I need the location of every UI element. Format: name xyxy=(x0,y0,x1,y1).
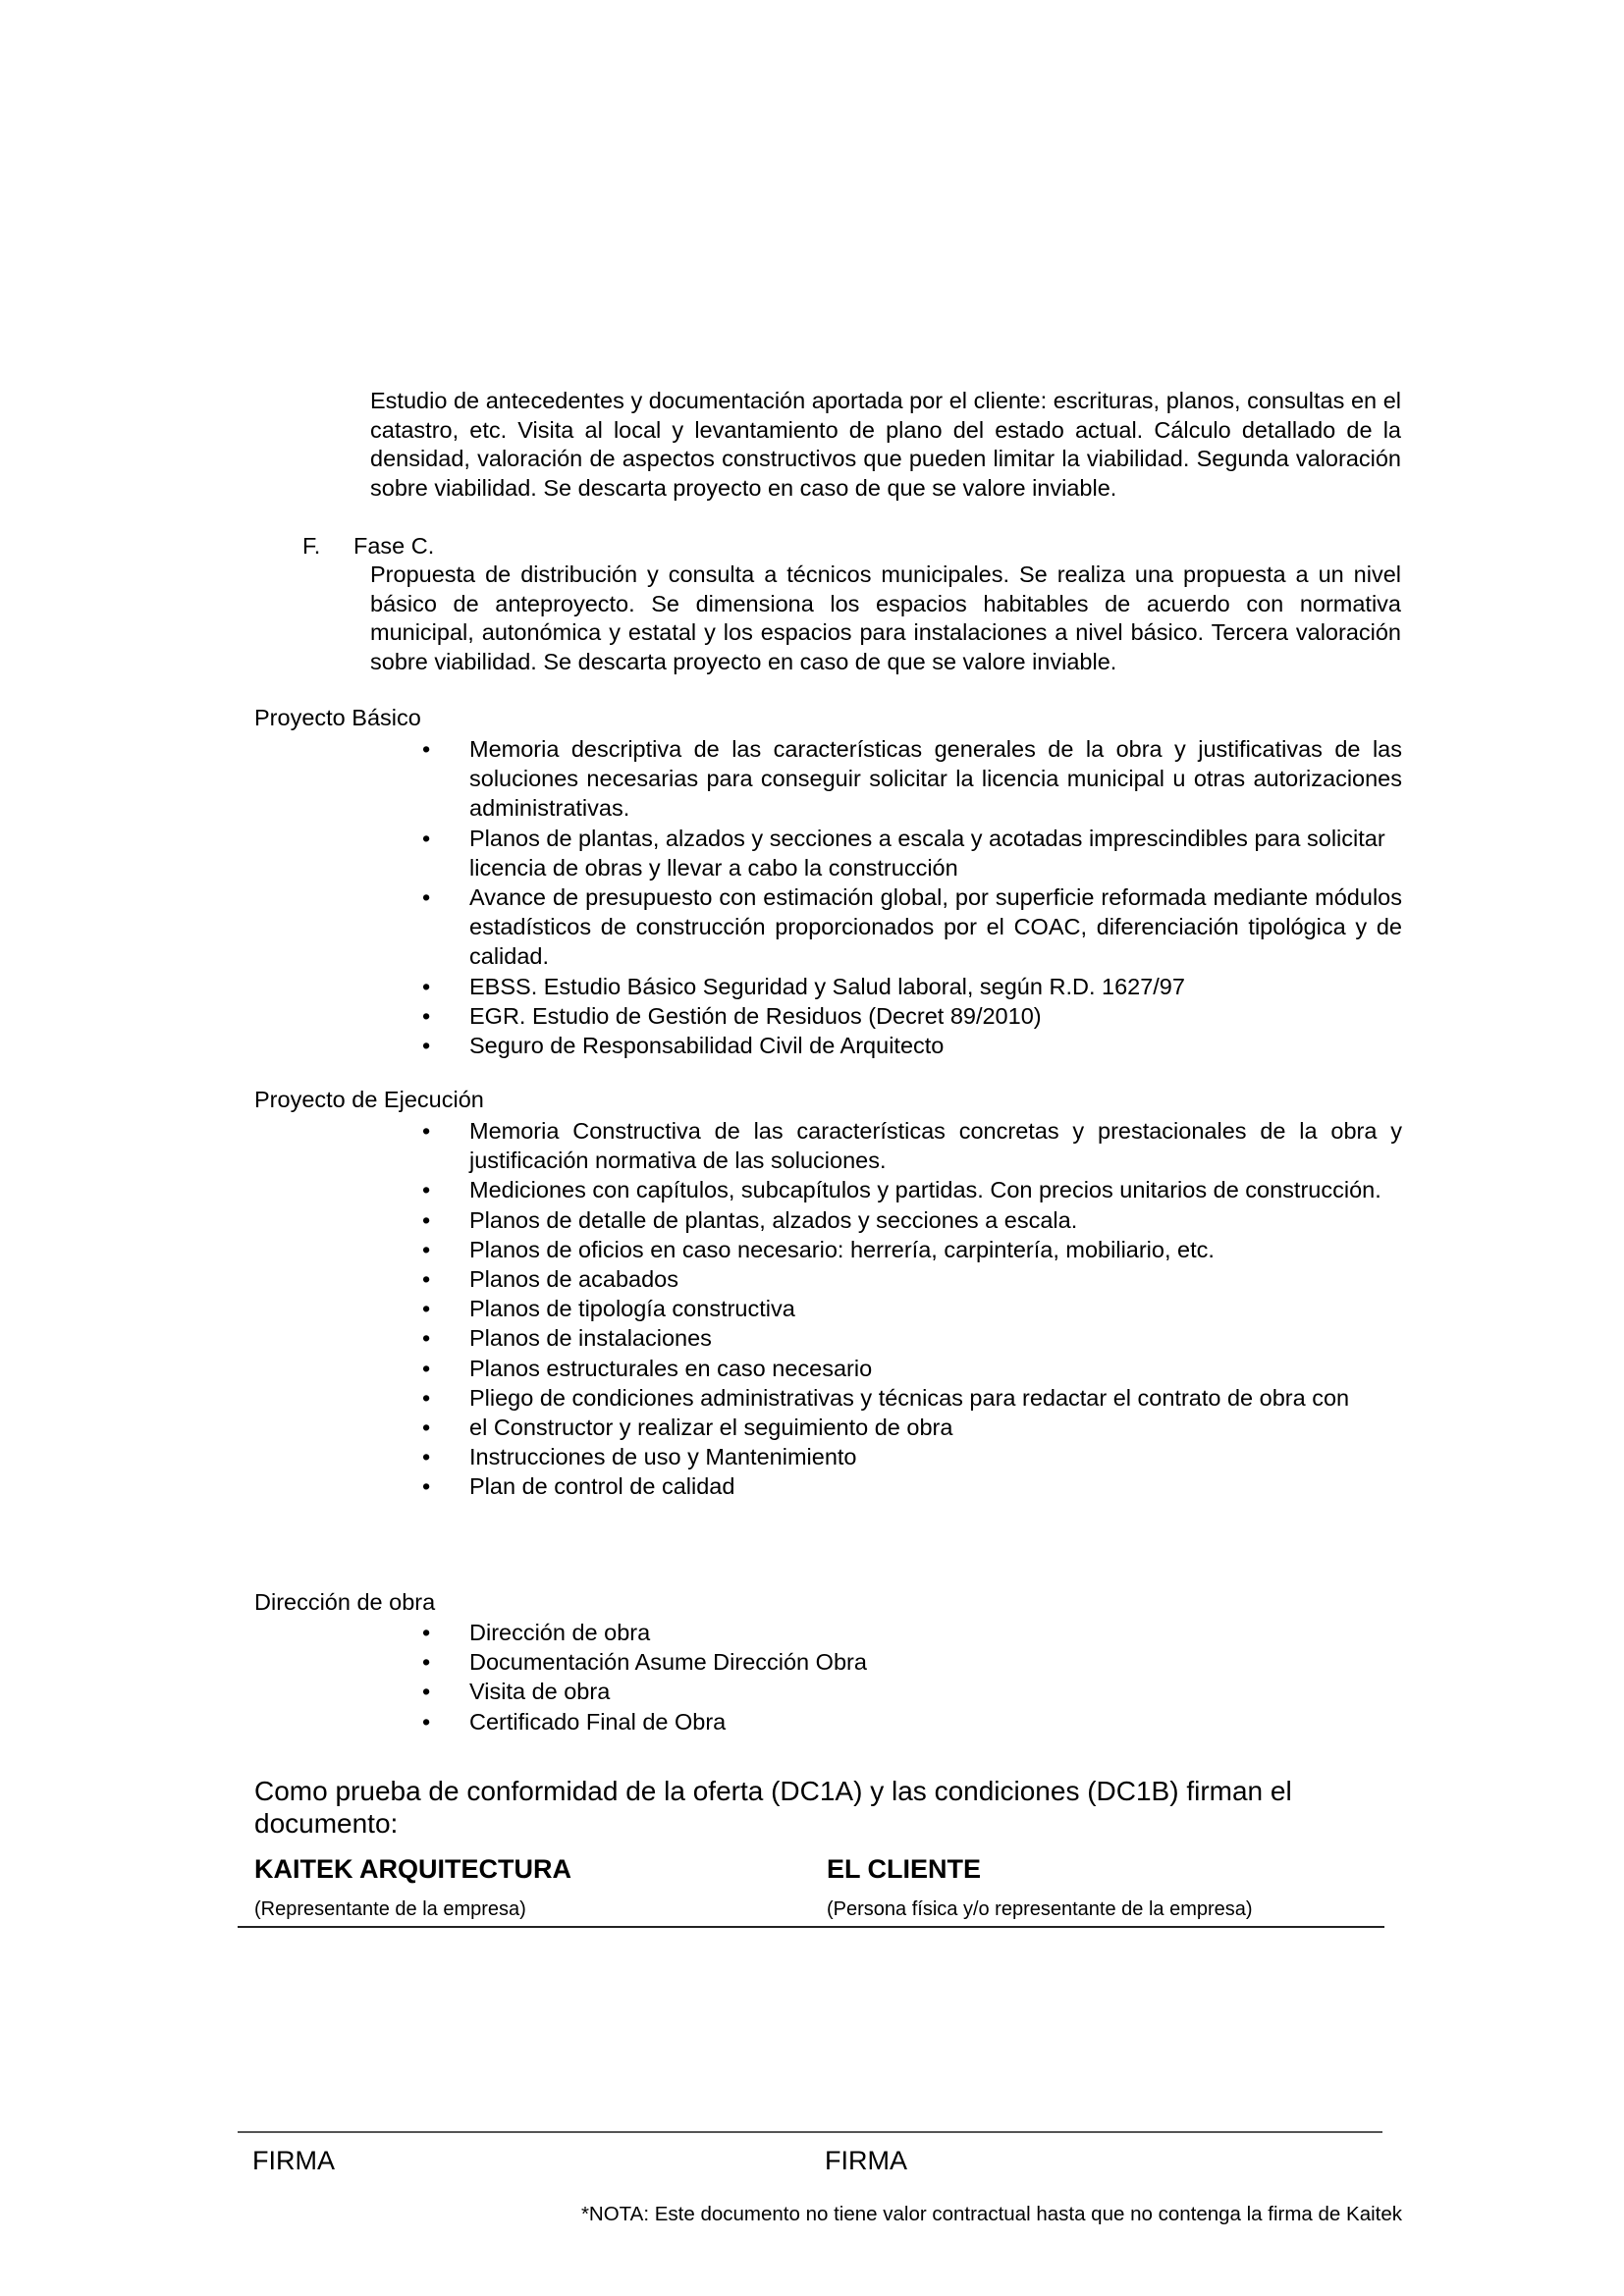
fase-c-paragraph: Propuesta de distribución y consulta a técnicos municipales. Se realiza una propuesta a un nivel básico de anteproyecto. Se dimensiona los espacios habitables de acuerdo con normativa municipal, autonómica y estatal y los espacios para instalaciones a nivel básico. Tercera valoración sobre viabilidad. Se descarta proyecto en caso de que se valore inviable. xyxy=(370,561,1401,674)
list-item: • Planos de instalaciones xyxy=(469,1323,1402,1353)
firma-left-label: FIRMA xyxy=(252,2146,335,2175)
list-item: • Planos de plantas, alzados y secciones a escala y acotadas imprescindibles para solicitar licencia de obras y llevar a cabo la construcción xyxy=(469,824,1402,882)
nota-footer: *NOTA: Este documento no tiene valor contractual hasta que no contenga la firma de Kaitek xyxy=(580,2203,1402,2225)
list-item: • Planos estructurales en caso necesario xyxy=(469,1354,1402,1383)
fase-c-letter: F. xyxy=(302,533,321,559)
list-item: • Planos de detalle de plantas, alzados y secciones a escala. xyxy=(469,1205,1402,1235)
signature-bottom-divider xyxy=(238,2131,1382,2133)
signer-left-name: KAITEK ARQUITECTURA xyxy=(254,1854,571,1884)
list-item: • el Constructor y realizar el seguimiento de obra xyxy=(469,1413,1402,1442)
list-item: • Instrucciones de uso y Mantenimiento xyxy=(469,1442,1402,1471)
list-item: • Plan de control de calidad xyxy=(469,1471,1402,1501)
proyecto-ejecucion-list xyxy=(469,1116,1402,1502)
list-item: • Mediciones con capítulos, subcapítulos y partidas. Con precios unitarios de construcción. xyxy=(469,1175,1402,1204)
proyecto-basico-list xyxy=(469,734,1402,1060)
list-item: • Certificado Final de Obra xyxy=(469,1707,1402,1736)
signer-right-role: (Persona física y/o representante de la empresa) xyxy=(827,1898,1253,1920)
list-item: • Avance de presupuesto con estimación global, por superficie reformada mediante módulos estadísticos de construcción proporcionados por el COAC, diferenciación tipológica y de calidad. xyxy=(469,882,1402,972)
direccion-obra-list xyxy=(469,1618,1402,1736)
signer-left-role: (Representante de la empresa) xyxy=(254,1898,526,1920)
fase-b-paragraph: Estudio de antecedentes y documentación aportada por el cliente: escrituras, planos, consultas en el catastro, etc. Visita al local y levantamiento de plano del estado actual. Cálculo detallado de la densidad, valoración de aspectos constructivos que pueden limitar la viabilidad. Segunda valoración sobre viabilidad. Se descarta proyecto en caso de que se valore inviable. xyxy=(370,388,1401,501)
list-item: • Planos de tipología constructiva xyxy=(469,1294,1402,1323)
list-item: • Dirección de obra xyxy=(469,1618,1402,1647)
list-item: • Planos de oficios en caso necesario: herrería, carpintería, mobiliario, etc. xyxy=(469,1235,1402,1264)
proyecto-ejecucion-title: Proyecto de Ejecución xyxy=(254,1087,484,1112)
list-item: • EBSS. Estudio Básico Seguridad y Salud laboral, según R.D. 1627/97 xyxy=(469,972,1402,1001)
list-item: • Planos de acabados xyxy=(469,1264,1402,1294)
conformidad-text: Como prueba de conformidad de la oferta (DC1A) y las condiciones (DC1B) firman el documento: xyxy=(254,1776,1292,1839)
list-item: • Documentación Asume Dirección Obra xyxy=(469,1647,1402,1677)
list-item: • Memoria descriptiva de las características generales de la obra y justificativas de las soluciones necesarias para conseguir solicitar la licencia municipal u otras autorizaciones administrativas. xyxy=(469,734,1402,824)
list-item: • Visita de obra xyxy=(469,1677,1402,1706)
list-item: • Seguro de Responsabilidad Civil de Arquitecto xyxy=(469,1031,1402,1060)
signature-top-divider xyxy=(238,1926,1384,1928)
firma-right-label: FIRMA xyxy=(825,2146,907,2175)
direccion-obra-title: Dirección de obra xyxy=(254,1589,436,1615)
list-item: • EGR. Estudio de Gestión de Residuos (Decret 89/2010) xyxy=(469,1001,1402,1031)
list-item: • Memoria Constructiva de las características concretas y prestacionales de la obra y justificación normativa de las soluciones. xyxy=(469,1116,1402,1175)
proyecto-basico-title: Proyecto Básico xyxy=(254,705,421,730)
list-item: • Pliego de condiciones administrativas y técnicas para redactar el contrato de obra con xyxy=(469,1383,1402,1413)
fase-c-heading xyxy=(302,532,434,561)
fase-c-title: Fase C. xyxy=(353,533,435,559)
signer-right-name: EL CLIENTE xyxy=(827,1854,982,1884)
